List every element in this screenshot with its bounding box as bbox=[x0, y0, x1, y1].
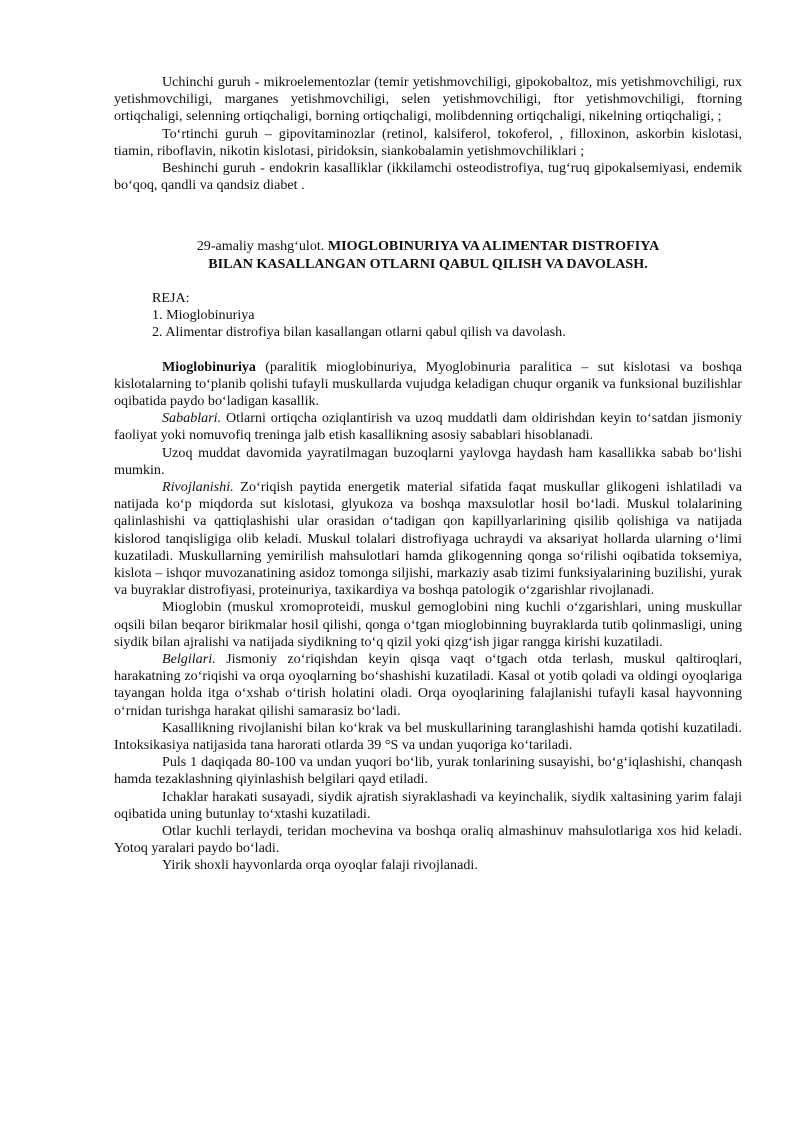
spacer bbox=[114, 194, 742, 211]
signs-text: Jismoniy zo‘riqishdan keyin qisqa vaqt o‘tgach otda terlash, muskul qaltiroqlari, harakatning zo‘riqishi va orqa oyoqlarning bo‘shashishi kuzatiladi. Kasal ot yotib qoladi va oldingi oyoqlariga tayangan holda itga o‘xshab o‘tirish holatini oladi. Orqa oyoqlarining falajlanishi tufayli kasal hayvonning o‘rnidan turishga harakat qilishi samarasiz bo‘ladi. bbox=[114, 651, 742, 719]
signs-paragraph bbox=[114, 651, 742, 720]
development-label: Rivojlanishi. bbox=[162, 479, 234, 496]
signs-label: Belgilari. bbox=[162, 651, 216, 668]
spacer bbox=[114, 341, 742, 358]
development-paragraph bbox=[114, 479, 742, 599]
symptom-paragraph-3: Ichaklar harakati susayadi, siydik ajratish siyraklashadi va keyinchalik, siydik xaltasining yarim falaji oqibatida uning butunlay to‘xtashi kuzatiladi. bbox=[114, 788, 742, 822]
definition-term: Mioglobinuriya bbox=[162, 358, 256, 375]
causes-paragraph bbox=[114, 410, 742, 444]
causes-more-paragraph: Uzoq muddat davomida yayratilmagan buzoqlarni yaylovga haydash ham kasallikka sabab bo‘lishi mumkin. bbox=[114, 444, 742, 478]
document-page bbox=[114, 74, 742, 875]
heading-line-1: MIOGLOBINURIYA VA ALIMENTAR DISTROFIYA bbox=[327, 237, 660, 254]
definition-text: (paralitik mioglobinuriya, Myoglobinuria paralitica – sut kislotasi va boshqa kislotalarning to‘planib qolishi tufayli muskullarda vujudga keladigan chuqur organik va funksional buzilishlar oqibatida paydo bo‘ladigan kasallik. bbox=[114, 358, 742, 409]
plan-item-1: 1. Mioglobinuriya bbox=[152, 307, 255, 323]
myoglobin-paragraph: Mioglobin (muskul xromoproteidi, muskul gemoglobini ning kuchli o‘zgarishlari, uning muskullar oqsili bilan beqaror birikmalar hosil qilishi, qonga o‘tgan mioglobinning buyraklarda tutib qolinmasligi, uning siydik bilan ajralishi va natijada siydikning to‘q qizil yoki qizg‘ish jigar rangga kirishi kuzatiladi. bbox=[114, 599, 742, 650]
causes-label: Sabablari. bbox=[162, 410, 222, 427]
symptom-paragraph-2: Puls 1 daqiqada 80-100 va undan yuqori bo‘lib, yurak tonlarining susayishi, bo‘g‘iqlashishi, chanqash hamda tezaklashning qiyinlashish belgilari qayd etiladi. bbox=[114, 754, 742, 788]
section-heading bbox=[114, 237, 742, 273]
definition-paragraph bbox=[114, 359, 742, 411]
symptom-paragraph-5: Yirik shoxli hayvonlarda orqa oyoqlar falaji rivojlanadi. bbox=[162, 857, 478, 874]
development-text: Zo‘riqish paytida energetik material sifatida faqat muskullar glikogeni ishlatiladi va natijada ko‘p miqdorda sut kislotasi, glyukoza va boshqa maxsulotlar hosil bo‘ladi. Muskul tolalarining qalinlashishi va qattiqlashishi ular orasidan o‘tadigan qon kapillyarlarining qisilib qolishiga va natijada kislorod tanqisligiga olib keladi. Muskul tolalari distrofiyaga uchraydi va aksariyat hollarda ularning o‘limi kuzatiladi. Muskullarning yemirilish mahsulotlari hamda glikogenning qonga so‘rilishi oqibatida toksemiya, kislota – ishqor muvozanatining asidoz tomonga siljishi, markaziy asab tizimi funksiyalarining buzilishi, yurak va buyraklar distrofiyasi, proteinuriya, taxikardiya va boshqa patologik o‘zgarishlar rivojlanadi. bbox=[114, 479, 742, 599]
plan-item-2: 2. Alimentar distrofiya bilan kasallangan otlarni qabul qilish va davolash. bbox=[152, 324, 566, 341]
paragraph-group-five: Beshinchi guruh - endokrin kasalliklar (ikkilamchi osteodistrofiya, tug‘ruq gipokalsemiyasi, endemik bo‘qoq, qandli va qandsiz diabet . bbox=[114, 160, 742, 194]
causes-text: Otlarni ortiqcha oziqlantirish va uzoq muddatli dam oldirishdan keyin to‘satdan jismoniy faoliyat yoki nomuvofiq treninga jalb etish kasallikning asosiy sabablari hisoblanadi. bbox=[114, 410, 742, 444]
symptom-paragraph-4: Otlar kuchli terlaydi, teridan mochevina va boshqa oraliq almashinuv mahsulotlariga xos hid keladi. Yotoq yaralari paydo bo‘ladi. bbox=[114, 823, 742, 857]
plan-label: REJA: bbox=[152, 289, 190, 306]
spacer bbox=[114, 273, 742, 290]
paragraph-group-four: To‘rtinchi guruh – gipovitaminozlar (retinol, kalsiferol, tokoferol, , filloxinon, askorbin kislotasi, tiamin, riboflavin, nikotin kislotasi, piridoksin, siankobalamin yetishmovchiliklari ; bbox=[114, 125, 742, 159]
symptom-paragraph-1: Kasallikning rivojlanishi bilan ko‘krak va bel muskullarining taranglashishi hamda qotishi kuzatiladi. Intoksikasiya natijasida tana harorati otlarda 39 °S va undan yuqoriga ko‘tariladi. bbox=[114, 719, 742, 754]
heading-line-2: BILAN KASALLANGAN OTLARNI QABUL QILISH VA DAVOLASH. bbox=[208, 255, 648, 272]
heading-prefix: 29-amaliy mashg‘ulot. bbox=[196, 237, 328, 254]
paragraph-group-three: Uchinchi guruh - mikroelementozlar (temir yetishmovchiligi, gipokobaltoz, mis yetishmovchiligi, rux yetishmovchiligi, marganes yetishmovchiligi, selen yetishmovchiligi, ftor yetishmovchiligi, ftorning ortiqchaligi, selenning ortiqchaligi, borning ortiqchaligi, molibdenning ortiqchaligi, nikelning ortiqchaligi, ; bbox=[114, 74, 742, 125]
